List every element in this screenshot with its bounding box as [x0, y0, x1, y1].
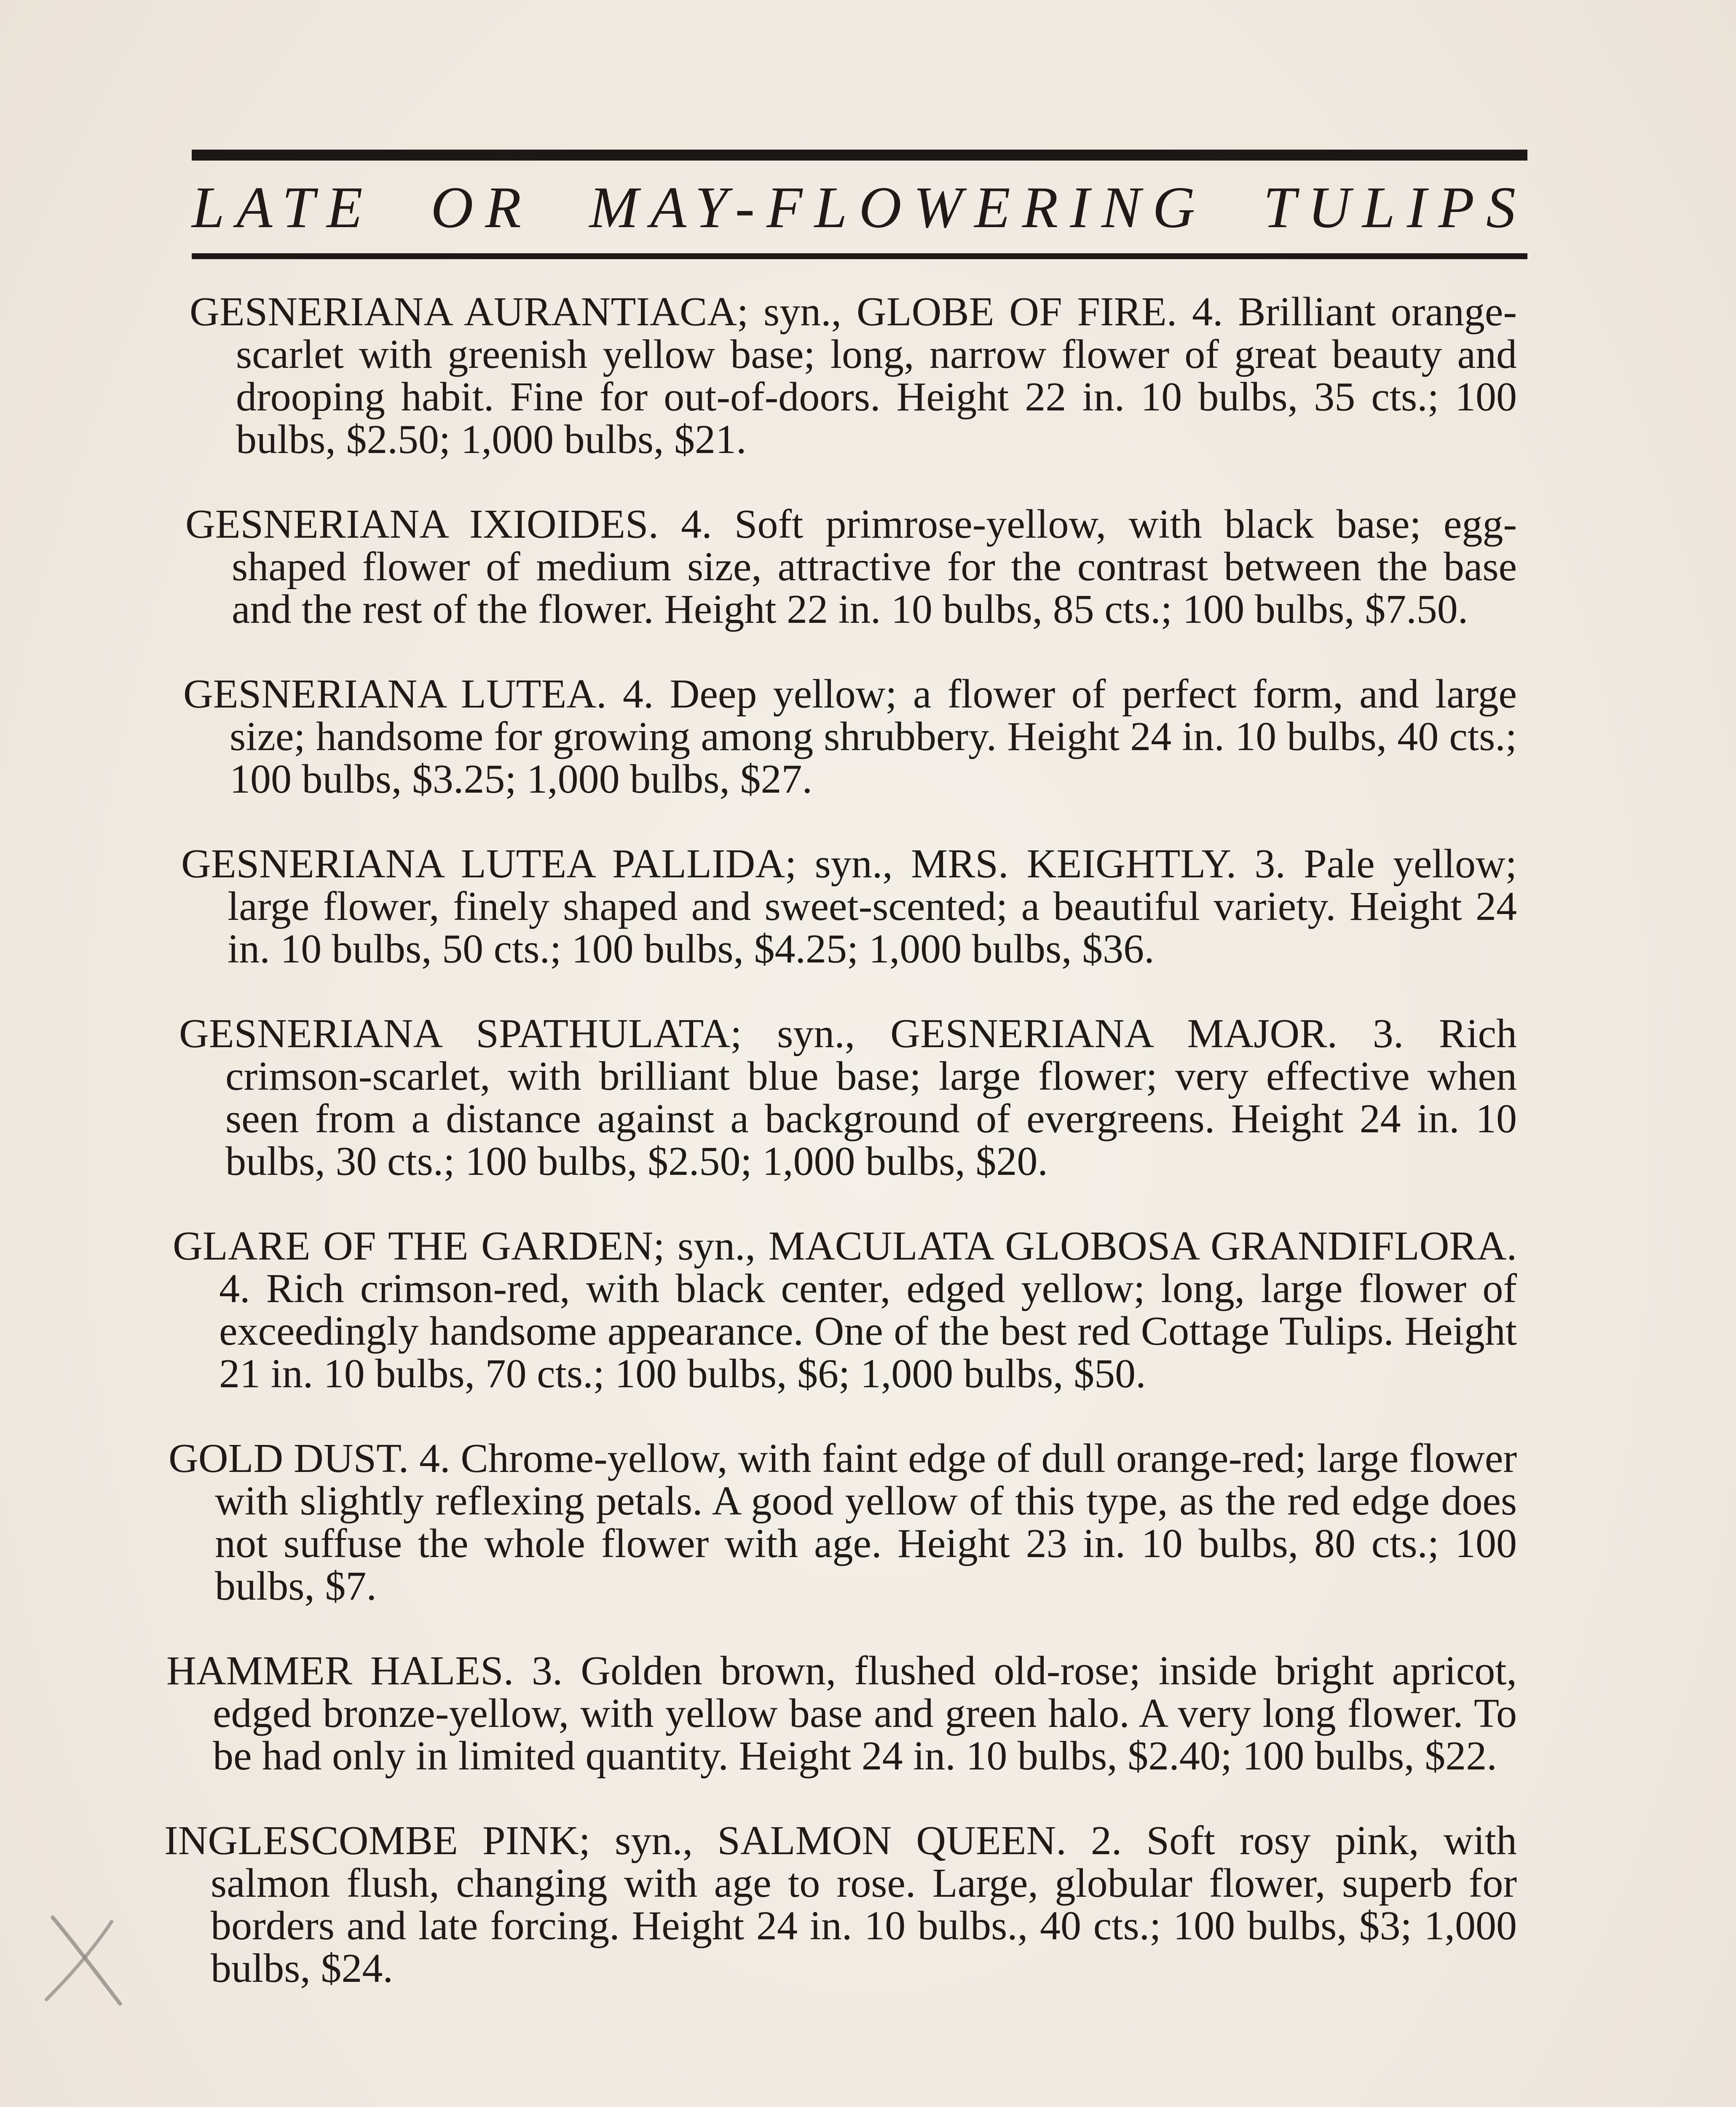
tulip-entry: GESNERIANA LUTEA. 4. Deep yellow; a flower of perfect form, and large size; handsome for growing among shrubbery. Height 24 in. 10 bulbs, 40 cts.; 100 bulbs, $3.25; 1,000 bulbs, $27. — [183, 671, 1517, 802]
header-rule-bottom — [192, 253, 1527, 259]
tulip-entry: HAMMER HALES. 3. Golden brown, flushed old-rose; inside bright apricot, edged bronze-yellow, with yellow base and green halo. A very long flower. To be had only in limited quantity. Height 24 in. 10 bulbs, $2.40; 100 bulbs, $22. — [166, 1648, 1517, 1779]
page-heading: LATE OR MAY-FLOWERING TULIPS — [192, 175, 1527, 240]
section-header — [192, 150, 1527, 259]
tulip-entry: GLARE OF THE GARDEN; syn., MACULATA GLOBOSA GRANDIFLORA. 4. Rich crimson-red, with black center, edged yellow; long, large flower of exceedingly handsome appearance. One of the best red Cottage Tulips. Height 21 in. 10 bulbs, 70 cts.; 100 bulbs, $6; 1,000 bulbs, $50. — [173, 1223, 1517, 1397]
tulip-entry: GOLD DUST. 4. Chrome-yellow, with faint edge of dull orange-red; large flower with slightly reflexing petals. A good yellow of this type, as the red edge does not suffuse the whole flower with age. Height 23 in. 10 bulbs, 80 cts.; 100 bulbs, $7. — [169, 1436, 1517, 1609]
tulip-entry: GESNERIANA LUTEA PALLIDA; syn., MRS. KEIGHTLY. 3. Pale yellow; large flower, finely shaped and sweet-scented; a beautiful variety. Height 24 in. 10 bulbs, 50 cts.; 100 bulbs, $4.25; 1,000 bulbs, $36. — [181, 841, 1517, 972]
tulip-entry: INGLESCOMBE PINK; syn., SALMON QUEEN. 2. Soft rosy pink, with salmon flush, changing with age to rose. Large, globular flower, superb for borders and late forcing. Height 24 in. 10 bulbs., 40 cts.; 100 bulbs, $3; 1,000 bulbs, $24. — [164, 1818, 1517, 1991]
pencil-x-mark — [40, 1909, 133, 2010]
tulip-entry: GESNERIANA AURANTIACA; syn., GLOBE OF FIRE. 4. Brilliant orange-scarlet with greenish yellow base; long, narrow flower of great beauty and drooping habit. Fine for out-of-doors. Height 22 in. 10 bulbs, 35 cts.; 100 bulbs, $2.50; 1,000 bulbs, $21. — [190, 289, 1517, 462]
header-rule-top — [192, 150, 1527, 161]
tulip-entry: GESNERIANA IXIOIDES. 4. Soft primrose-yellow, with black base; egg-shaped flower of medium size, attractive for the contrast between the base and the rest of the flower. Height 22 in. 10 bulbs, 85 cts.; 100 bulbs, $7.50. — [185, 501, 1517, 632]
tulip-entries — [164, 289, 1517, 2032]
tulip-entry: GESNERIANA SPATHULATA; syn., GESNERIANA MAJOR. 3. Rich crimson-scarlet, with brilliant blue base; large flower; very effective when seen from a distance against a background of evergreens. Height 24 in. 10 bulbs, 30 cts.; 100 bulbs, $2.50; 1,000 bulbs, $20. — [179, 1011, 1517, 1184]
